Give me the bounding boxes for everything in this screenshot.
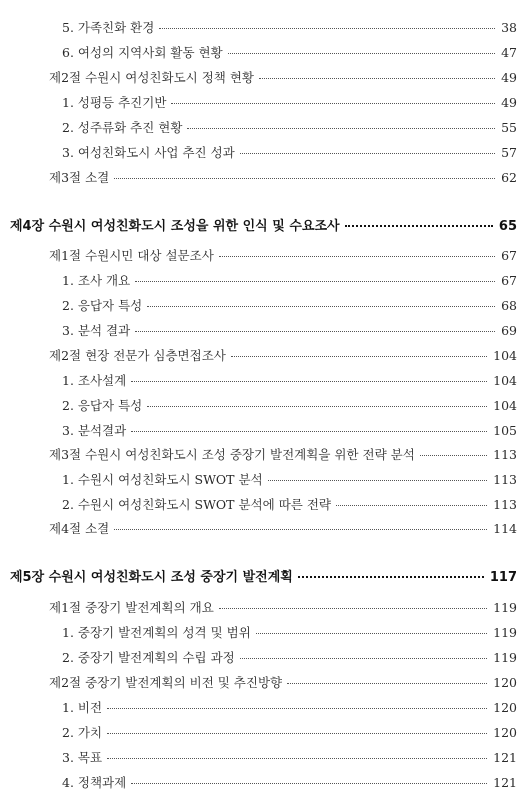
toc-entry-title: 3. 여성친화도시 사업 추진 성과	[62, 145, 235, 160]
toc-entry[interactable]	[49, 521, 517, 537]
toc-entry-title: 4. 정책과제	[62, 775, 127, 790]
toc-chapter-page: 65	[498, 219, 517, 234]
dot-leader	[147, 406, 487, 407]
toc-entry[interactable]	[49, 348, 517, 364]
toc-entry-title: 2. 중장기 발전계획의 수립 과정	[62, 650, 235, 665]
toc-entry-title: 제4절 소결	[49, 521, 110, 536]
toc-entry[interactable]	[62, 398, 517, 414]
toc-entry-title: 1. 성평등 추진기반	[62, 95, 167, 110]
toc-entry-title: 제2절 중장기 발전계획의 비전 및 추진방향	[49, 675, 283, 690]
toc-chapter-page: 117	[489, 570, 517, 585]
dot-leader	[345, 225, 493, 227]
dot-leader	[107, 708, 487, 709]
toc-entry-title: 1. 수원시 여성친화도시 SWOT 분석	[62, 472, 263, 487]
dot-leader	[135, 281, 495, 282]
toc-entry-title: 제1절 수원시민 대상 설문조사	[49, 248, 214, 263]
dot-leader	[240, 153, 495, 154]
toc-entry[interactable]	[49, 600, 517, 616]
toc-entry-title: 2. 가치	[62, 725, 103, 740]
toc-entry-page: 67	[501, 273, 517, 288]
toc-entry-title: 2. 성주류화 추진 현황	[62, 120, 183, 135]
toc-entry-page: 119	[493, 625, 517, 640]
dot-leader	[107, 733, 487, 734]
toc-entry[interactable]	[62, 95, 517, 111]
toc-entry-title: 1. 조사설계	[62, 373, 127, 388]
dot-leader	[298, 576, 484, 578]
toc-entry-title: 제3절 수원시 여성친화도시 조성 중장기 발전계획을 위한 전략 분석	[49, 447, 415, 462]
toc-entry-page: 121	[493, 775, 517, 790]
toc-entry-page: 68	[501, 298, 517, 313]
dot-leader	[114, 178, 495, 179]
toc-entry[interactable]	[62, 472, 517, 488]
toc-entry-page: 69	[501, 323, 517, 338]
toc-entry-title: 1. 비전	[62, 700, 103, 715]
toc-entry[interactable]	[49, 70, 517, 86]
toc-entry[interactable]	[62, 700, 517, 716]
toc-entry-title: 1. 중장기 발전계획의 성격 및 범위	[62, 625, 251, 640]
toc-entry-title: 3. 분석결과	[62, 423, 127, 438]
toc-entry[interactable]	[62, 625, 517, 641]
toc-entry-page: 104	[493, 398, 517, 413]
dot-leader	[171, 103, 495, 104]
toc-entry-page: 105	[493, 423, 517, 438]
dot-leader	[268, 480, 487, 481]
toc-entry-title: 제2절 수원시 여성친화도시 정책 현황	[49, 70, 254, 85]
dot-leader	[219, 256, 495, 257]
toc-entry-page: 119	[493, 600, 517, 615]
toc-entry[interactable]	[62, 725, 517, 741]
toc-entry-page: 119	[493, 650, 517, 665]
toc-entry-page: 62	[501, 170, 517, 185]
toc-entry-page: 113	[493, 472, 517, 487]
toc-entry[interactable]	[49, 170, 517, 186]
dot-leader	[131, 381, 487, 382]
toc-entry[interactable]	[49, 248, 517, 264]
dot-leader	[135, 331, 495, 332]
toc-entry-page: 120	[493, 675, 517, 690]
dot-leader	[131, 431, 487, 432]
toc-chapter-title: 제5장 수원시 여성친화도시 조성 중장기 발전계획	[10, 570, 293, 585]
toc-entry[interactable]	[62, 45, 517, 61]
toc-entry-page: 49	[501, 70, 517, 85]
dot-leader	[147, 306, 495, 307]
dot-leader	[420, 455, 487, 456]
toc-entry[interactable]	[62, 298, 517, 314]
toc-entry[interactable]	[62, 650, 517, 666]
dot-leader	[231, 356, 487, 357]
toc-chapter-title: 제4장 수원시 여성친화도시 조성을 위한 인식 및 수요조사	[10, 219, 340, 234]
toc-chapter[interactable]	[10, 219, 517, 235]
dot-leader	[114, 529, 487, 530]
toc-entry-page: 38	[501, 20, 517, 35]
toc-entry[interactable]	[62, 273, 517, 289]
toc-entry[interactable]	[62, 373, 517, 389]
toc-entry-page: 55	[501, 120, 517, 135]
toc-entry-title: 3. 분석 결과	[62, 323, 131, 338]
dot-leader	[219, 608, 487, 609]
dot-leader	[159, 28, 495, 29]
toc-entry-page: 113	[493, 447, 517, 462]
toc-entry[interactable]	[62, 323, 517, 339]
toc-entry-title: 2. 응답자 특성	[62, 298, 143, 313]
dot-leader	[187, 128, 495, 129]
toc-entry-title: 제3절 소결	[49, 170, 110, 185]
dot-leader	[107, 758, 487, 759]
toc-entry-page: 120	[493, 700, 517, 715]
dot-leader	[256, 633, 487, 634]
toc-entry[interactable]	[49, 675, 517, 691]
toc-entry-page: 104	[493, 348, 517, 363]
dot-leader	[287, 683, 487, 684]
dot-leader	[259, 78, 495, 79]
toc-entry-page: 120	[493, 725, 517, 740]
toc-chapter[interactable]	[10, 570, 517, 586]
toc-entry[interactable]	[62, 497, 517, 513]
toc-entry[interactable]	[49, 447, 517, 463]
toc-entry-title: 제2절 현장 전문가 심층면접조사	[49, 348, 226, 363]
toc-entry[interactable]	[62, 20, 517, 36]
toc-entry-title: 2. 수원시 여성친화도시 SWOT 분석에 따른 전략	[62, 497, 331, 512]
dot-leader	[240, 658, 487, 659]
toc-entry-title: 3. 목표	[62, 750, 103, 765]
toc-entry[interactable]	[62, 145, 517, 161]
toc-entry-page: 57	[501, 145, 517, 160]
dot-leader	[228, 53, 495, 54]
toc-entry-title: 6. 여성의 지역사회 활동 현황	[62, 45, 223, 60]
dot-leader	[336, 505, 487, 506]
dot-leader	[131, 783, 487, 784]
toc-entry-page: 49	[501, 95, 517, 110]
toc-entry-title: 제1절 중장기 발전계획의 개요	[49, 600, 214, 615]
toc-entry[interactable]	[62, 423, 517, 439]
toc-entry-page: 113	[493, 497, 517, 512]
toc-entry-page: 114	[493, 521, 517, 536]
toc-entry-title: 1. 조사 개요	[62, 273, 131, 288]
toc-entry[interactable]	[62, 120, 517, 136]
toc-entry-title: 5. 가족친화 환경	[62, 20, 155, 35]
toc-entry-page: 47	[501, 45, 517, 60]
toc-entry-page: 121	[493, 750, 517, 765]
toc-entry-page: 104	[493, 373, 517, 388]
toc-entry[interactable]	[62, 750, 517, 766]
toc-entry-page: 67	[501, 248, 517, 263]
toc-entry[interactable]	[62, 775, 517, 791]
toc-entry-title: 2. 응답자 특성	[62, 398, 143, 413]
